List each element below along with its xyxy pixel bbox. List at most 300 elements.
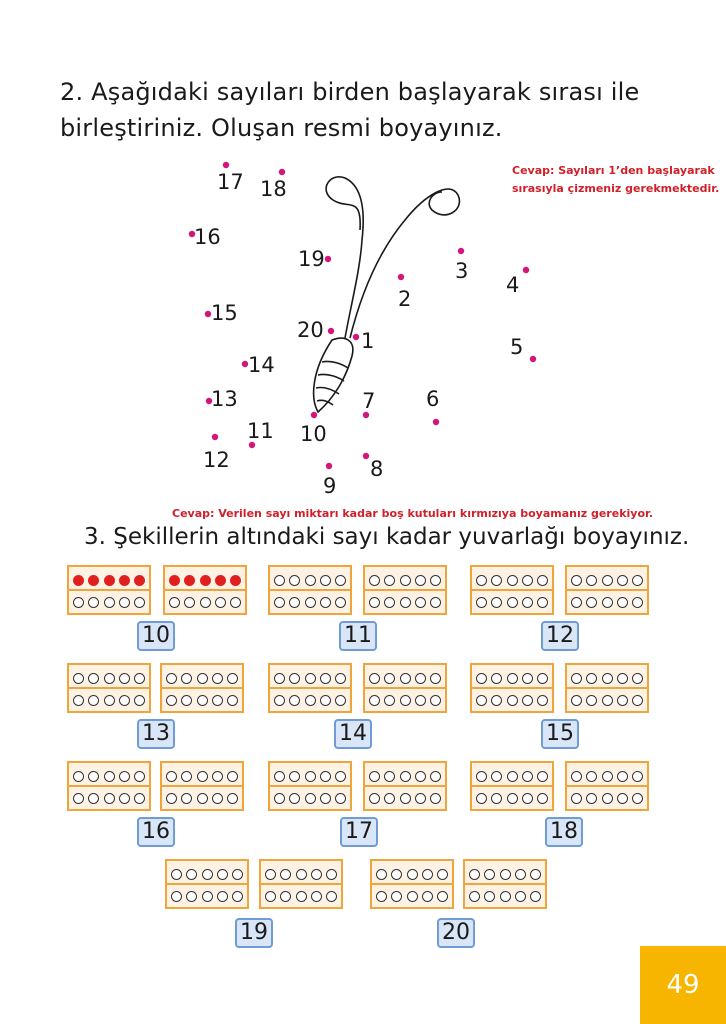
empty-circle[interactable]: [632, 793, 643, 804]
empty-circle[interactable]: [617, 771, 628, 782]
frame-row: [73, 767, 145, 785]
empty-circle[interactable]: [73, 771, 84, 782]
empty-circle[interactable]: [384, 771, 395, 782]
frame-row: [469, 887, 541, 905]
empty-circle[interactable]: [422, 869, 433, 880]
dot-1: [353, 334, 359, 340]
frame-row: [571, 767, 643, 785]
empty-circle[interactable]: [522, 597, 533, 608]
empty-circle[interactable]: [335, 597, 346, 608]
empty-circle[interactable]: [369, 673, 380, 684]
empty-circle[interactable]: [305, 793, 316, 804]
empty-circle[interactable]: [491, 673, 502, 684]
empty-circle[interactable]: [632, 575, 643, 586]
empty-circle[interactable]: [104, 771, 115, 782]
empty-circle[interactable]: [437, 891, 448, 902]
empty-circle[interactable]: [407, 869, 418, 880]
empty-circle[interactable]: [469, 869, 480, 880]
empty-circle[interactable]: [181, 793, 192, 804]
frame-row: [476, 691, 548, 709]
ten-frame: [565, 761, 649, 811]
empty-circle[interactable]: [212, 793, 223, 804]
frame-divider: [261, 883, 341, 885]
empty-circle[interactable]: [166, 673, 177, 684]
empty-circle[interactable]: [88, 597, 99, 608]
empty-circle[interactable]: [320, 575, 331, 586]
ten-frame: [363, 565, 447, 615]
empty-circle[interactable]: [73, 793, 84, 804]
ten-frame: [470, 663, 554, 713]
empty-circle[interactable]: [500, 869, 511, 880]
frame-divider: [167, 883, 247, 885]
number-box-13: 13: [137, 719, 175, 749]
empty-circle[interactable]: [586, 673, 597, 684]
empty-circle[interactable]: [484, 891, 495, 902]
filled-circle[interactable]: [104, 575, 115, 586]
empty-circle[interactable]: [289, 597, 300, 608]
empty-circle[interactable]: [571, 597, 582, 608]
empty-circle[interactable]: [400, 793, 411, 804]
empty-circle[interactable]: [289, 793, 300, 804]
ten-frame: [268, 761, 352, 811]
empty-circle[interactable]: [274, 793, 285, 804]
dot-label-5: 5: [510, 335, 524, 359]
empty-circle[interactable]: [632, 597, 643, 608]
empty-circle[interactable]: [522, 793, 533, 804]
empty-circle[interactable]: [369, 695, 380, 706]
frame-divider: [567, 589, 647, 591]
empty-circle[interactable]: [296, 891, 307, 902]
empty-circle[interactable]: [227, 695, 238, 706]
empty-circle[interactable]: [320, 673, 331, 684]
frame-divider: [472, 589, 552, 591]
ten-frame: [67, 565, 151, 615]
empty-circle[interactable]: [280, 869, 291, 880]
empty-circle[interactable]: [602, 597, 613, 608]
empty-circle[interactable]: [289, 771, 300, 782]
empty-circle[interactable]: [400, 673, 411, 684]
empty-circle[interactable]: [119, 673, 130, 684]
ten-frame: [165, 859, 249, 909]
empty-circle[interactable]: [415, 793, 426, 804]
empty-circle[interactable]: [571, 793, 582, 804]
empty-circle[interactable]: [491, 575, 502, 586]
empty-circle[interactable]: [415, 695, 426, 706]
empty-circle[interactable]: [289, 695, 300, 706]
empty-circle[interactable]: [476, 597, 487, 608]
frame-row: [476, 767, 548, 785]
empty-circle[interactable]: [430, 793, 441, 804]
empty-circle[interactable]: [305, 673, 316, 684]
empty-circle[interactable]: [384, 575, 395, 586]
empty-circle[interactable]: [491, 695, 502, 706]
empty-circle[interactable]: [507, 695, 518, 706]
empty-circle[interactable]: [632, 771, 643, 782]
empty-circle[interactable]: [305, 575, 316, 586]
empty-circle[interactable]: [274, 695, 285, 706]
frame-row: [476, 571, 548, 589]
frame-row: [73, 571, 145, 589]
empty-circle[interactable]: [537, 575, 548, 586]
empty-circle[interactable]: [227, 771, 238, 782]
empty-circle[interactable]: [320, 793, 331, 804]
empty-circle[interactable]: [522, 771, 533, 782]
empty-circle[interactable]: [537, 771, 548, 782]
empty-circle[interactable]: [217, 891, 228, 902]
dot-12: [212, 434, 218, 440]
number-box-19: 19: [235, 918, 273, 948]
empty-circle[interactable]: [617, 673, 628, 684]
empty-circle[interactable]: [186, 891, 197, 902]
frame-row: [166, 767, 238, 785]
empty-circle[interactable]: [212, 673, 223, 684]
dot-label-14: 14: [248, 353, 275, 377]
empty-circle[interactable]: [166, 793, 177, 804]
empty-circle[interactable]: [305, 771, 316, 782]
empty-circle[interactable]: [369, 771, 380, 782]
empty-circle[interactable]: [617, 575, 628, 586]
frame-row: [571, 593, 643, 611]
filled-circle[interactable]: [88, 575, 99, 586]
empty-circle[interactable]: [289, 575, 300, 586]
empty-circle[interactable]: [407, 891, 418, 902]
empty-circle[interactable]: [571, 673, 582, 684]
empty-circle[interactable]: [88, 695, 99, 706]
empty-circle[interactable]: [369, 597, 380, 608]
dot-label-10: 10: [300, 422, 327, 446]
empty-circle[interactable]: [617, 695, 628, 706]
empty-circle[interactable]: [586, 695, 597, 706]
empty-circle[interactable]: [384, 673, 395, 684]
empty-circle[interactable]: [537, 695, 548, 706]
empty-circle[interactable]: [200, 597, 211, 608]
frame-divider: [69, 785, 149, 787]
empty-circle[interactable]: [335, 673, 346, 684]
dot-label-15: 15: [211, 301, 238, 325]
filled-circle[interactable]: [200, 575, 211, 586]
empty-circle[interactable]: [119, 771, 130, 782]
dot-label-3: 3: [455, 259, 469, 283]
empty-circle[interactable]: [476, 793, 487, 804]
empty-circle[interactable]: [507, 597, 518, 608]
dot-label-17: 17: [217, 170, 244, 194]
empty-circle[interactable]: [415, 597, 426, 608]
empty-circle[interactable]: [184, 597, 195, 608]
empty-circle[interactable]: [88, 673, 99, 684]
frame-divider: [162, 687, 242, 689]
empty-circle[interactable]: [134, 771, 145, 782]
ten-frame: [67, 663, 151, 713]
number-box-20: 20: [437, 918, 475, 948]
empty-circle[interactable]: [171, 891, 182, 902]
empty-circle[interactable]: [415, 575, 426, 586]
filled-circle[interactable]: [184, 575, 195, 586]
empty-circle[interactable]: [202, 891, 213, 902]
frame-row: [369, 571, 441, 589]
empty-circle[interactable]: [586, 793, 597, 804]
answer-note-1-line-1: Cevap: Sayıları 1’den başlayarak: [512, 164, 715, 177]
frame-row: [274, 593, 346, 611]
empty-circle[interactable]: [376, 869, 387, 880]
empty-circle[interactable]: [491, 793, 502, 804]
empty-circle[interactable]: [296, 869, 307, 880]
empty-circle[interactable]: [507, 673, 518, 684]
empty-circle[interactable]: [88, 793, 99, 804]
empty-circle[interactable]: [617, 597, 628, 608]
ten-frame: [160, 663, 244, 713]
frame-row: [369, 767, 441, 785]
empty-circle[interactable]: [88, 771, 99, 782]
empty-circle[interactable]: [134, 597, 145, 608]
empty-circle[interactable]: [530, 891, 541, 902]
frame-row: [369, 691, 441, 709]
empty-circle[interactable]: [212, 771, 223, 782]
empty-circle[interactable]: [217, 869, 228, 880]
empty-circle[interactable]: [391, 891, 402, 902]
empty-circle[interactable]: [602, 793, 613, 804]
frame-divider: [372, 883, 452, 885]
empty-circle[interactable]: [602, 771, 613, 782]
empty-circle[interactable]: [530, 869, 541, 880]
empty-circle[interactable]: [289, 673, 300, 684]
empty-circle[interactable]: [571, 771, 582, 782]
empty-circle[interactable]: [571, 695, 582, 706]
empty-circle[interactable]: [469, 891, 480, 902]
empty-circle[interactable]: [507, 771, 518, 782]
empty-circle[interactable]: [522, 673, 533, 684]
empty-circle[interactable]: [400, 695, 411, 706]
empty-circle[interactable]: [232, 891, 243, 902]
empty-circle[interactable]: [369, 575, 380, 586]
empty-circle[interactable]: [181, 673, 192, 684]
empty-circle[interactable]: [280, 891, 291, 902]
frame-row: [376, 865, 448, 883]
frame-row: [73, 691, 145, 709]
page-number-badge: [640, 946, 726, 1024]
frame-divider: [165, 589, 245, 591]
question-2-line-2: birleştiriniz. Oluşan resmi boyayınız.: [60, 114, 503, 142]
empty-circle[interactable]: [305, 695, 316, 706]
empty-circle[interactable]: [73, 597, 84, 608]
empty-circle[interactable]: [320, 695, 331, 706]
empty-circle[interactable]: [265, 891, 276, 902]
frame-row: [171, 865, 243, 883]
empty-circle[interactable]: [430, 695, 441, 706]
empty-circle[interactable]: [181, 771, 192, 782]
empty-circle[interactable]: [437, 869, 448, 880]
ten-frame: [67, 761, 151, 811]
frame-row: [476, 789, 548, 807]
empty-circle[interactable]: [476, 673, 487, 684]
ten-frame: [565, 565, 649, 615]
frame-divider: [270, 589, 350, 591]
empty-circle[interactable]: [632, 695, 643, 706]
empty-circle[interactable]: [422, 891, 433, 902]
empty-circle[interactable]: [537, 673, 548, 684]
ten-frame: [363, 761, 447, 811]
empty-circle[interactable]: [602, 575, 613, 586]
empty-circle[interactable]: [134, 695, 145, 706]
empty-circle[interactable]: [134, 673, 145, 684]
frame-divider: [365, 687, 445, 689]
empty-circle[interactable]: [335, 575, 346, 586]
ten-frame: [163, 565, 247, 615]
empty-circle[interactable]: [104, 673, 115, 684]
empty-circle[interactable]: [537, 793, 548, 804]
number-box-11: 11: [339, 621, 377, 651]
empty-circle[interactable]: [305, 597, 316, 608]
empty-circle[interactable]: [171, 869, 182, 880]
empty-circle[interactable]: [274, 575, 285, 586]
empty-circle[interactable]: [212, 695, 223, 706]
frame-divider: [567, 687, 647, 689]
dot-label-16: 16: [194, 225, 221, 249]
empty-circle[interactable]: [73, 695, 84, 706]
empty-circle[interactable]: [274, 597, 285, 608]
empty-circle[interactable]: [335, 771, 346, 782]
dot-10: [311, 412, 317, 418]
empty-circle[interactable]: [400, 575, 411, 586]
empty-circle[interactable]: [134, 793, 145, 804]
frame-row: [274, 767, 346, 785]
empty-circle[interactable]: [384, 597, 395, 608]
empty-circle[interactable]: [391, 869, 402, 880]
body-stripe-1: [322, 361, 348, 368]
dot-6: [433, 419, 439, 425]
dot-label-18: 18: [260, 177, 287, 201]
empty-circle[interactable]: [476, 575, 487, 586]
empty-circle[interactable]: [311, 891, 322, 902]
empty-circle[interactable]: [500, 891, 511, 902]
frame-row: [73, 669, 145, 687]
empty-circle[interactable]: [326, 869, 337, 880]
empty-circle[interactable]: [274, 673, 285, 684]
right-antenna: [350, 189, 459, 338]
empty-circle[interactable]: [515, 891, 526, 902]
empty-circle[interactable]: [166, 695, 177, 706]
empty-circle[interactable]: [384, 695, 395, 706]
empty-circle[interactable]: [476, 771, 487, 782]
filled-circle[interactable]: [119, 575, 130, 586]
empty-circle[interactable]: [522, 695, 533, 706]
empty-circle[interactable]: [202, 869, 213, 880]
empty-circle[interactable]: [617, 793, 628, 804]
empty-circle[interactable]: [369, 793, 380, 804]
empty-circle[interactable]: [186, 869, 197, 880]
empty-circle[interactable]: [274, 771, 285, 782]
empty-circle[interactable]: [104, 597, 115, 608]
empty-circle[interactable]: [197, 793, 208, 804]
empty-circle[interactable]: [227, 793, 238, 804]
empty-circle[interactable]: [104, 793, 115, 804]
frame-row: [171, 887, 243, 905]
empty-circle[interactable]: [326, 891, 337, 902]
empty-circle[interactable]: [169, 597, 180, 608]
empty-circle[interactable]: [320, 597, 331, 608]
empty-circle[interactable]: [265, 869, 276, 880]
frame-divider: [69, 589, 149, 591]
empty-circle[interactable]: [119, 793, 130, 804]
empty-circle[interactable]: [415, 771, 426, 782]
empty-circle[interactable]: [335, 695, 346, 706]
ten-frame: [160, 761, 244, 811]
dot-label-9: 9: [323, 474, 337, 498]
frame-row: [274, 669, 346, 687]
left-antenna: [326, 177, 363, 338]
empty-circle[interactable]: [484, 869, 495, 880]
frame-divider: [69, 687, 149, 689]
empty-circle[interactable]: [119, 695, 130, 706]
empty-circle[interactable]: [384, 793, 395, 804]
empty-circle[interactable]: [507, 575, 518, 586]
empty-circle[interactable]: [311, 869, 322, 880]
empty-circle[interactable]: [491, 597, 502, 608]
empty-circle[interactable]: [430, 575, 441, 586]
empty-circle[interactable]: [215, 597, 226, 608]
empty-circle[interactable]: [197, 771, 208, 782]
empty-circle[interactable]: [400, 771, 411, 782]
empty-circle[interactable]: [586, 575, 597, 586]
filled-circle[interactable]: [230, 575, 241, 586]
empty-circle[interactable]: [400, 597, 411, 608]
empty-circle[interactable]: [181, 695, 192, 706]
empty-circle[interactable]: [376, 891, 387, 902]
frame-row: [571, 789, 643, 807]
filled-circle[interactable]: [169, 575, 180, 586]
empty-circle[interactable]: [227, 673, 238, 684]
frame-row: [166, 789, 238, 807]
dot-label-13: 13: [211, 387, 238, 411]
empty-circle[interactable]: [537, 597, 548, 608]
filled-circle[interactable]: [134, 575, 145, 586]
empty-circle[interactable]: [430, 597, 441, 608]
empty-circle[interactable]: [602, 673, 613, 684]
empty-circle[interactable]: [232, 869, 243, 880]
empty-circle[interactable]: [104, 695, 115, 706]
frame-row: [369, 789, 441, 807]
frame-row: [369, 593, 441, 611]
empty-circle[interactable]: [73, 673, 84, 684]
empty-circle[interactable]: [632, 673, 643, 684]
frame-row: [476, 669, 548, 687]
empty-circle[interactable]: [197, 695, 208, 706]
empty-circle[interactable]: [335, 793, 346, 804]
ten-frame: [470, 761, 554, 811]
empty-circle[interactable]: [430, 673, 441, 684]
empty-circle[interactable]: [476, 695, 487, 706]
empty-circle[interactable]: [586, 597, 597, 608]
filled-circle[interactable]: [73, 575, 84, 586]
filled-circle[interactable]: [215, 575, 226, 586]
empty-circle[interactable]: [320, 771, 331, 782]
empty-circle[interactable]: [119, 597, 130, 608]
empty-circle[interactable]: [230, 597, 241, 608]
empty-circle[interactable]: [571, 575, 582, 586]
empty-circle[interactable]: [430, 771, 441, 782]
empty-circle[interactable]: [522, 575, 533, 586]
frame-row: [265, 887, 337, 905]
empty-circle[interactable]: [197, 673, 208, 684]
empty-circle[interactable]: [507, 793, 518, 804]
empty-circle[interactable]: [602, 695, 613, 706]
ten-frame: [565, 663, 649, 713]
empty-circle[interactable]: [515, 869, 526, 880]
empty-circle[interactable]: [166, 771, 177, 782]
empty-circle[interactable]: [586, 771, 597, 782]
ten-frame: [363, 663, 447, 713]
empty-circle[interactable]: [491, 771, 502, 782]
empty-circle[interactable]: [415, 673, 426, 684]
